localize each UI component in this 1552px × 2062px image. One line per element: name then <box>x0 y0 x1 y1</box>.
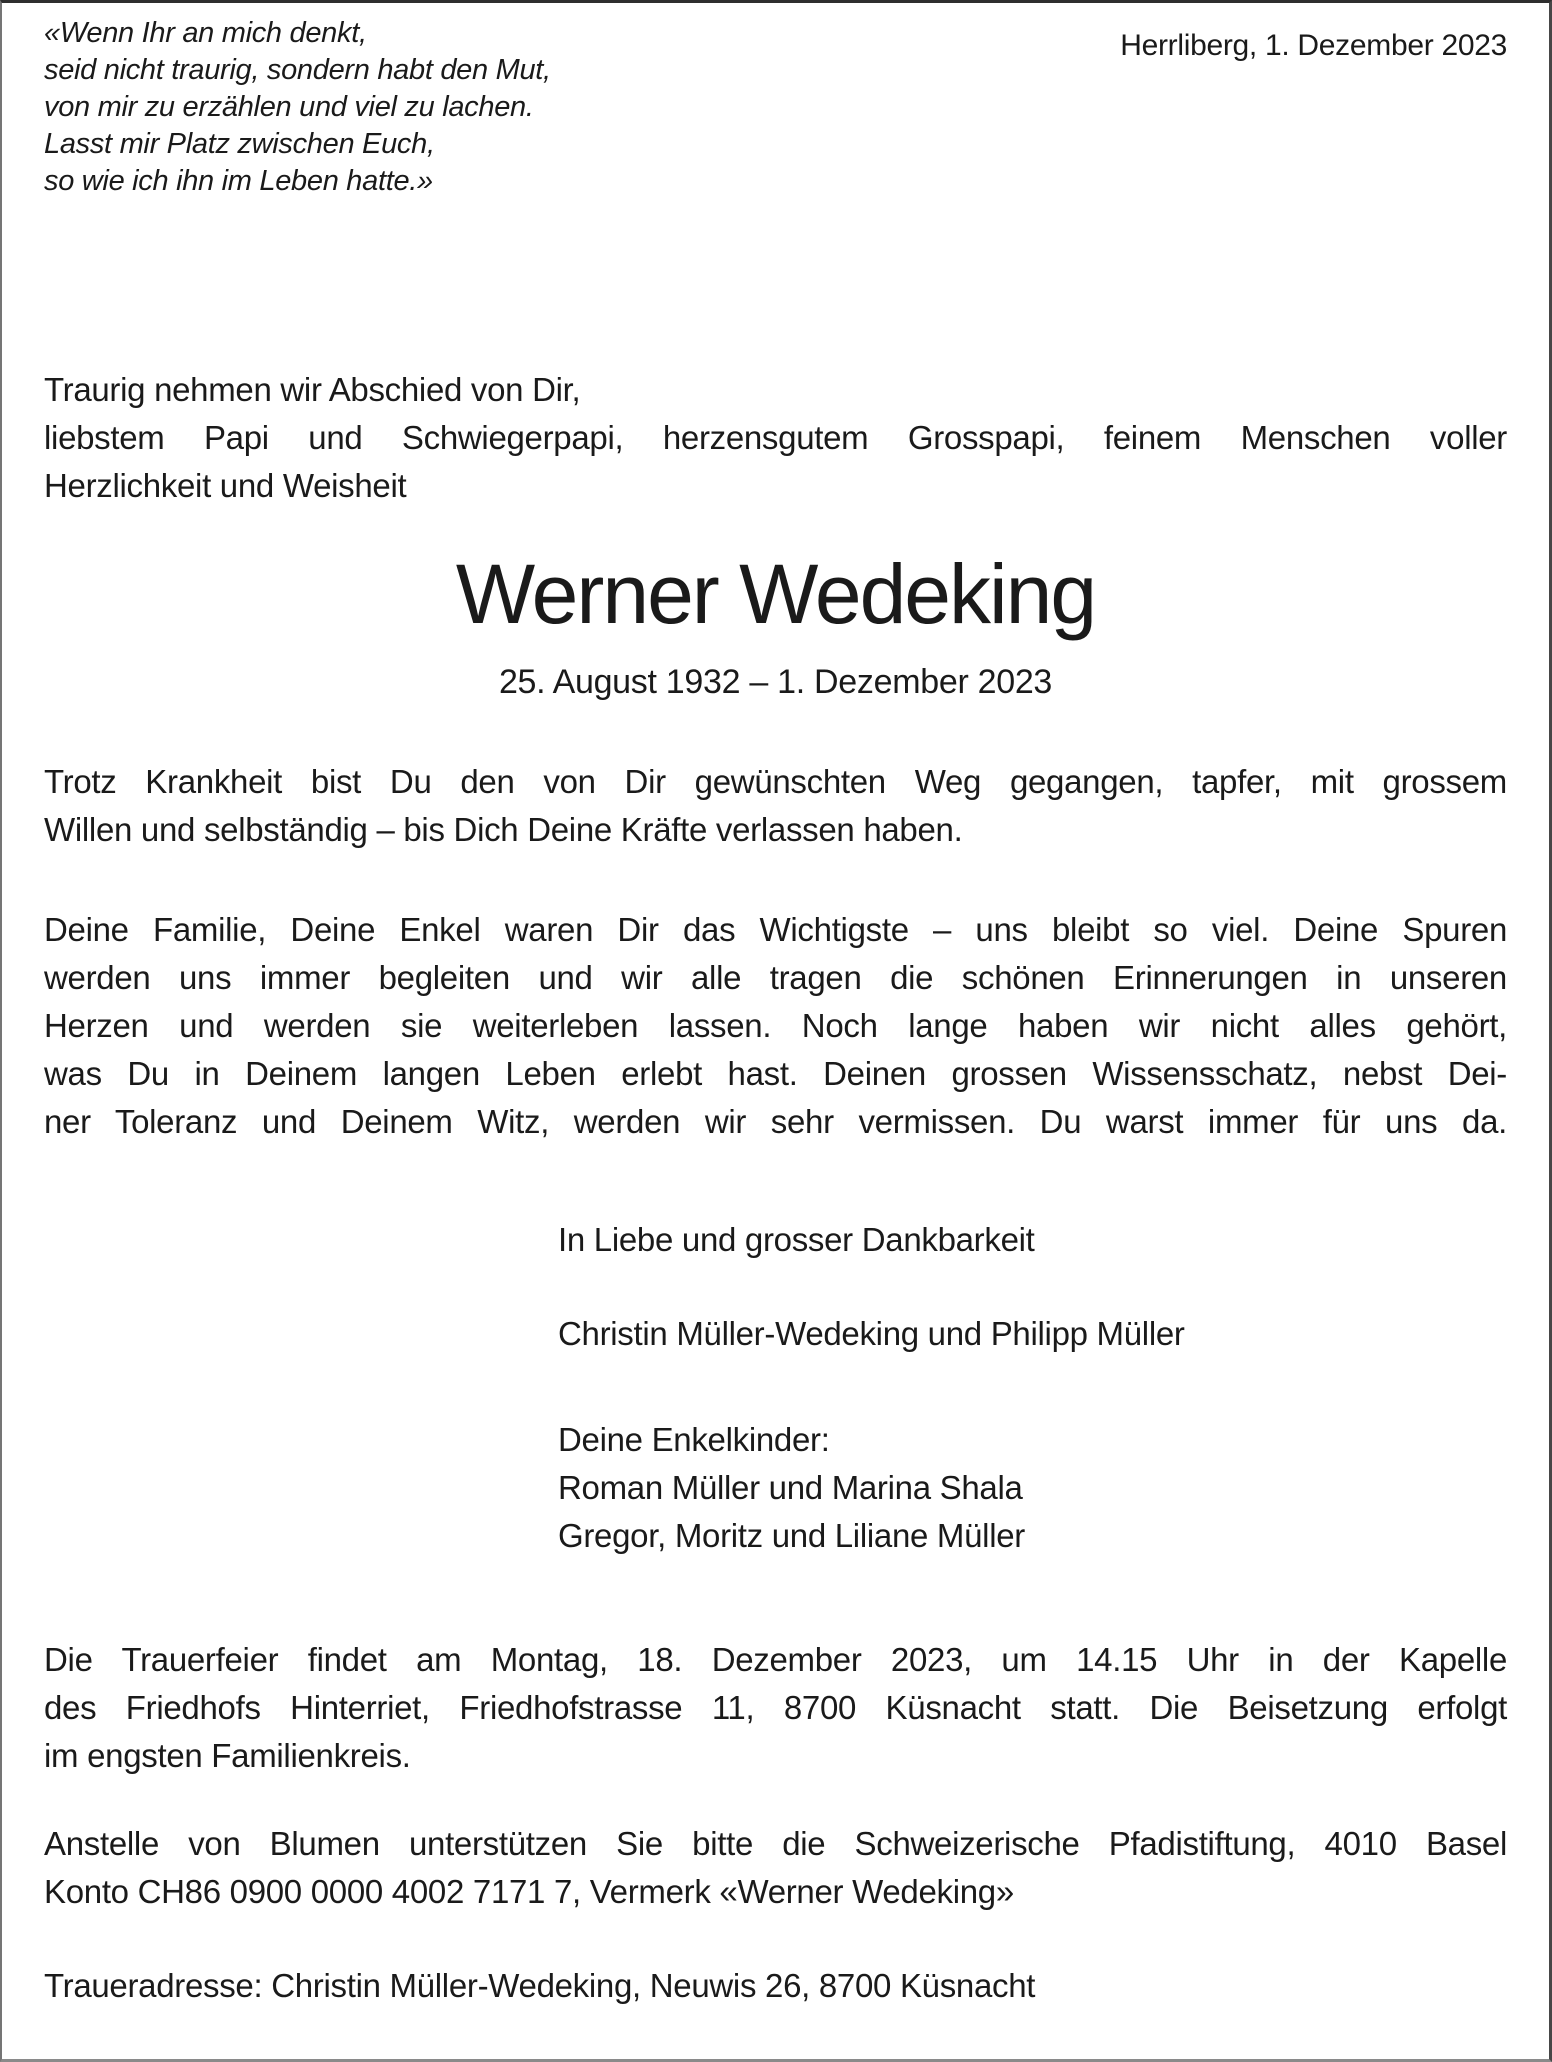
mourning-address: Traueradresse: Christin Müller-Wedeking, Neuwis 26, 8700 Küsnacht <box>44 1967 1036 2004</box>
tribute-paragraph-1 <box>44 758 1507 854</box>
quote-line: von mir zu erzählen und viel zu lachen. <box>44 91 534 123</box>
intro-line: liebstem Papi und Schwiegerpapi, herzensgutem Grosspapi, feinem Menschen voller <box>44 419 1507 456</box>
body-line: ner Toleranz und Deinem Witz, werden wir sehr vermissen. Du warst immer für uns da. <box>44 1103 1507 1140</box>
signature-block <box>44 1216 1507 1560</box>
deceased-name: Werner Wedeking <box>455 547 1096 641</box>
tribute-paragraph-2 <box>44 906 1507 1146</box>
quote-line: so wie ich ihn im Leben hatte.» <box>44 165 433 197</box>
body-line: Herzen und werden sie weiterleben lassen. Noch lange haben wir nicht alles gehört, <box>44 1007 1507 1044</box>
service-line: im engsten Familienkreis. <box>44 1737 411 1774</box>
body-line: was Du in Deinem langen Leben erlebt hast. Deinen grossen Wissensschatz, nebst Dei- <box>44 1055 1507 1092</box>
quote-line: «Wenn Ihr an mich denkt, <box>44 17 367 49</box>
service-paragraph <box>44 1636 1507 1780</box>
body-line: Deine Familie, Deine Enkel waren Dir das Wichtigste – uns bleibt so viel. Deine Spuren <box>44 911 1507 948</box>
place-date-line: Herrliberg, 1. Dezember 2023 <box>1120 29 1507 62</box>
header-row <box>44 15 1507 200</box>
donation-line: Konto CH86 0900 0000 4002 7171 7, Vermerk «Werner Wedeking» <box>44 1873 1014 1910</box>
donation-paragraph <box>44 1820 1507 1916</box>
quote-line: Lasst mir Platz zwischen Euch, <box>44 128 435 160</box>
grandchildren-label: Deine Enkelkinder: <box>558 1421 830 1458</box>
intro-line: Herzlichkeit und Weisheit <box>44 467 407 504</box>
body-line: werden uns immer begleiten und wir alle tragen die schönen Erinnerungen in unseren <box>44 959 1507 996</box>
body-line: Trotz Krankheit bist Du den von Dir gewünschten Weg gegangen, tapfer, mit grossem <box>44 763 1507 800</box>
intro-line: Traurig nehmen wir Abschied von Dir, <box>44 371 581 408</box>
life-dates: 25. August 1932 – 1. Dezember 2023 <box>498 663 1053 701</box>
grandchild-line: Roman Müller und Marina Shala <box>558 1469 1023 1506</box>
intro-paragraph <box>44 366 1507 510</box>
body-line: Willen und selbständig – bis Dich Deine Kräfte verlassen haben. <box>44 811 963 848</box>
service-line: des Friedhofs Hinterriet, Friedhofstrasse 11, 8700 Küsnacht statt. Die Beisetzung erfolgt <box>44 1689 1507 1726</box>
family-names: Christin Müller-Wedeking und Philipp Müller <box>558 1315 1185 1352</box>
donation-line: Anstelle von Blumen unterstützen Sie bitte die Schweizerische Pfadistiftung, 4010 Basel <box>44 1825 1507 1862</box>
salutation: In Liebe und grosser Dankbarkeit <box>558 1221 1035 1258</box>
service-line: Die Trauerfeier findet am Montag, 18. Dezember 2023, um 14.15 Uhr in der Kapelle <box>44 1641 1507 1678</box>
quote-line: seid nicht traurig, sondern habt den Mut, <box>44 54 551 86</box>
grandchild-line: Gregor, Moritz und Liliane Müller <box>558 1517 1025 1554</box>
